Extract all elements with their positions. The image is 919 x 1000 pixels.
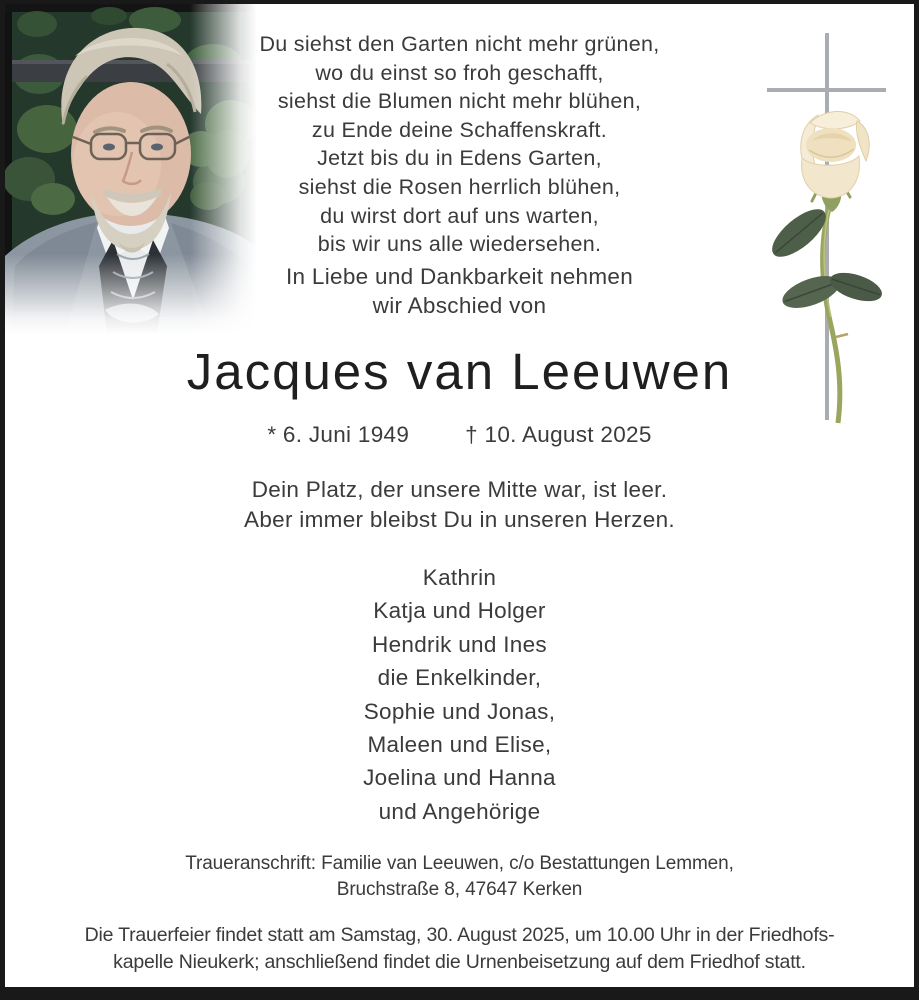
address-line: Traueranschrift: Familie van Leeuwen, c/o Bestattungen Lemmen, xyxy=(185,853,734,874)
mourner-line: Sophie und Jonas, xyxy=(363,698,556,724)
epitaph xyxy=(0,475,919,534)
intro-line: In Liebe und Dankbarkeit nehmen xyxy=(285,264,634,289)
mourner-line: die Enkelkinder, xyxy=(377,665,542,691)
poem-line: Jetzt bis du in Edens Garten, xyxy=(317,146,602,171)
poem-line: du wirst dort auf uns warten, xyxy=(320,203,599,228)
death-date: † 10. August 2025 xyxy=(465,422,652,447)
funeral-information xyxy=(0,922,919,976)
deceased-name: Jacques van Leeuwen xyxy=(186,343,733,400)
intro-line: wir Abschied von xyxy=(372,293,547,318)
poem-line: bis wir uns alle wiedersehen. xyxy=(317,232,602,257)
memorial-poem xyxy=(0,30,919,259)
life-dates xyxy=(0,421,919,448)
farewell-intro xyxy=(0,262,919,320)
mourners-list xyxy=(0,561,919,828)
poem-line: zu Ende deine Schaffenskraft. xyxy=(311,117,608,142)
mourner-line: Hendrik und Ines xyxy=(372,631,547,657)
mourner-line: und Angehörige xyxy=(378,798,541,824)
mourner-line: Maleen und Elise, xyxy=(367,732,552,758)
funeral-line: Die Trauerfeier findet statt am Samstag, 30. August 2025, um 10.00 Uhr in der Friedhofs- xyxy=(84,924,835,946)
epitaph-line: Aber immer bleibst Du in unseren Herzen. xyxy=(244,506,675,532)
condolence-address xyxy=(0,851,919,903)
epitaph-line: Dein Platz, der unsere Mitte war, ist leer. xyxy=(251,477,668,502)
mourner-line: Joelina und Hanna xyxy=(363,765,556,791)
poem-line: Du siehst den Garten nicht mehr grünen, xyxy=(259,32,660,56)
address-line: Bruchstraße 8, 47647 Kerken xyxy=(336,879,583,900)
poem-line: siehst die Rosen herrlich blühen, xyxy=(298,174,621,199)
mourner-line: Kathrin xyxy=(422,565,497,590)
funeral-line: kapelle Nieukerk; anschließend findet die Urnenbeisetzung auf dem Friedhof statt. xyxy=(113,951,806,973)
birth-date: * 6. Juni 1949 xyxy=(267,422,410,447)
mourner-line: Katja und Holger xyxy=(373,598,546,624)
poem-line: siehst die Blumen nicht mehr blühen, xyxy=(277,89,642,114)
poem-line: wo du einst so froh geschafft, xyxy=(315,60,604,85)
